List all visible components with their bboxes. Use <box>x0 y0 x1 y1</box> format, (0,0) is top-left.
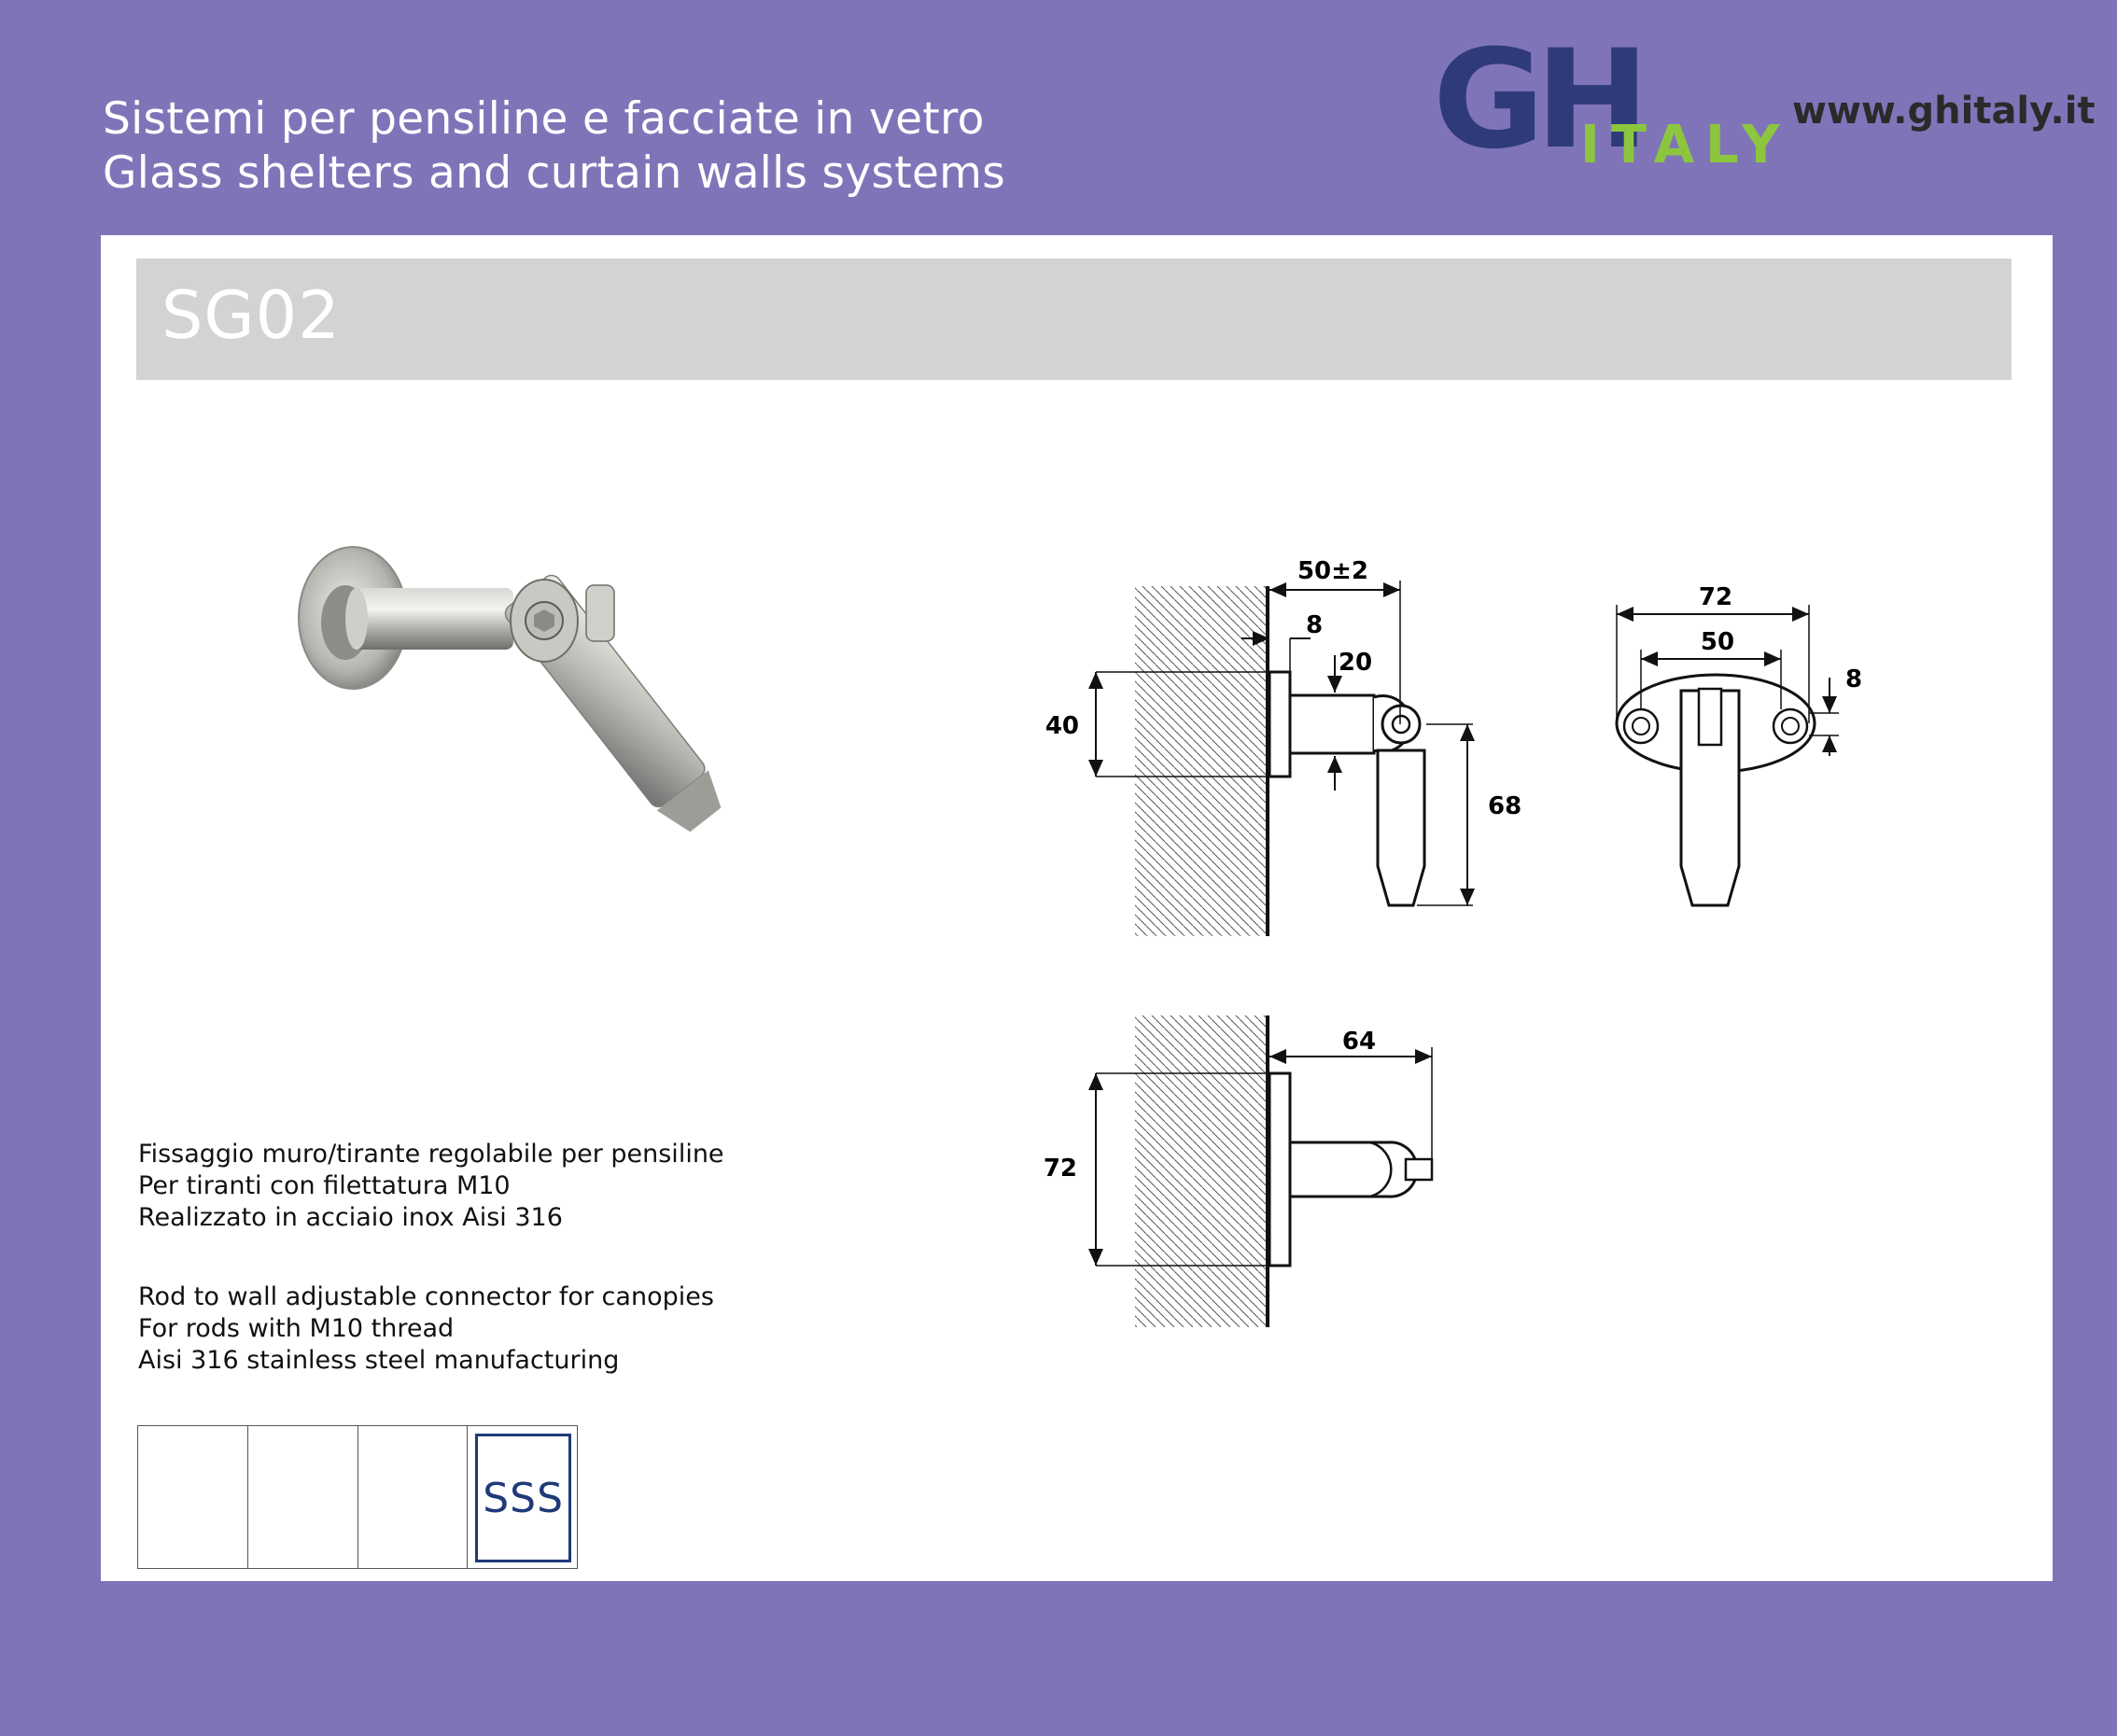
tagline-en: Glass shelters and curtain walls systems <box>103 147 1006 199</box>
cert-cell-empty <box>138 1426 248 1568</box>
side-view-drawing <box>1045 557 1521 936</box>
description-line: Fissaggio muro/tirante regolabile per pensiline <box>138 1140 724 1169</box>
tagline-it: Sistemi per pensiline e facciate in vetro <box>103 93 985 145</box>
dim-plate-thickness: 8 <box>1305 611 1324 639</box>
logo-italy-text: ITALY <box>1580 115 1791 175</box>
dim-rod-diameter: 20 <box>1338 649 1373 677</box>
cert-cell-empty <box>358 1426 469 1568</box>
dim-extension: 50±2 <box>1297 557 1369 585</box>
gh-italy-logo <box>1433 21 1791 179</box>
dim-top-plate-height: 72 <box>1043 1155 1077 1183</box>
dim-plate-width: 72 <box>1698 583 1733 611</box>
dim-projection: 64 <box>1341 1028 1377 1056</box>
description-line: Rod to wall adjustable connector for canopies <box>138 1282 714 1311</box>
website-link[interactable]: www.ghitaly.it <box>1792 90 2096 133</box>
description-line: Per tiranti con filettatura M10 <box>138 1171 511 1200</box>
product-sheet <box>101 235 2053 1581</box>
dim-plate-height: 40 <box>1044 712 1079 740</box>
cert-cell-sss <box>468 1426 577 1568</box>
sss-badge: SSS <box>475 1434 571 1562</box>
description-italian <box>138 1139 724 1234</box>
description-english <box>138 1281 714 1377</box>
top-view-drawing <box>1044 1015 1432 1327</box>
product-code: SG02 <box>161 277 341 354</box>
dim-hole-spacing: 50 <box>1700 628 1735 656</box>
cert-cell-empty <box>248 1426 358 1568</box>
technical-drawings <box>101 235 2053 1581</box>
description-line: Aisi 316 stainless steel manufacturing <box>138 1346 620 1375</box>
description-line: For rods with M10 thread <box>138 1314 455 1343</box>
logo-gh-text: GH <box>1433 21 1641 179</box>
certification-table <box>137 1425 578 1569</box>
dim-arm-length: 68 <box>1488 792 1522 820</box>
front-view-drawing <box>1617 583 1862 905</box>
dim-hole-detail: 8 <box>1844 665 1863 693</box>
description-line: Realizzato in acciaio inox Aisi 316 <box>138 1203 563 1232</box>
